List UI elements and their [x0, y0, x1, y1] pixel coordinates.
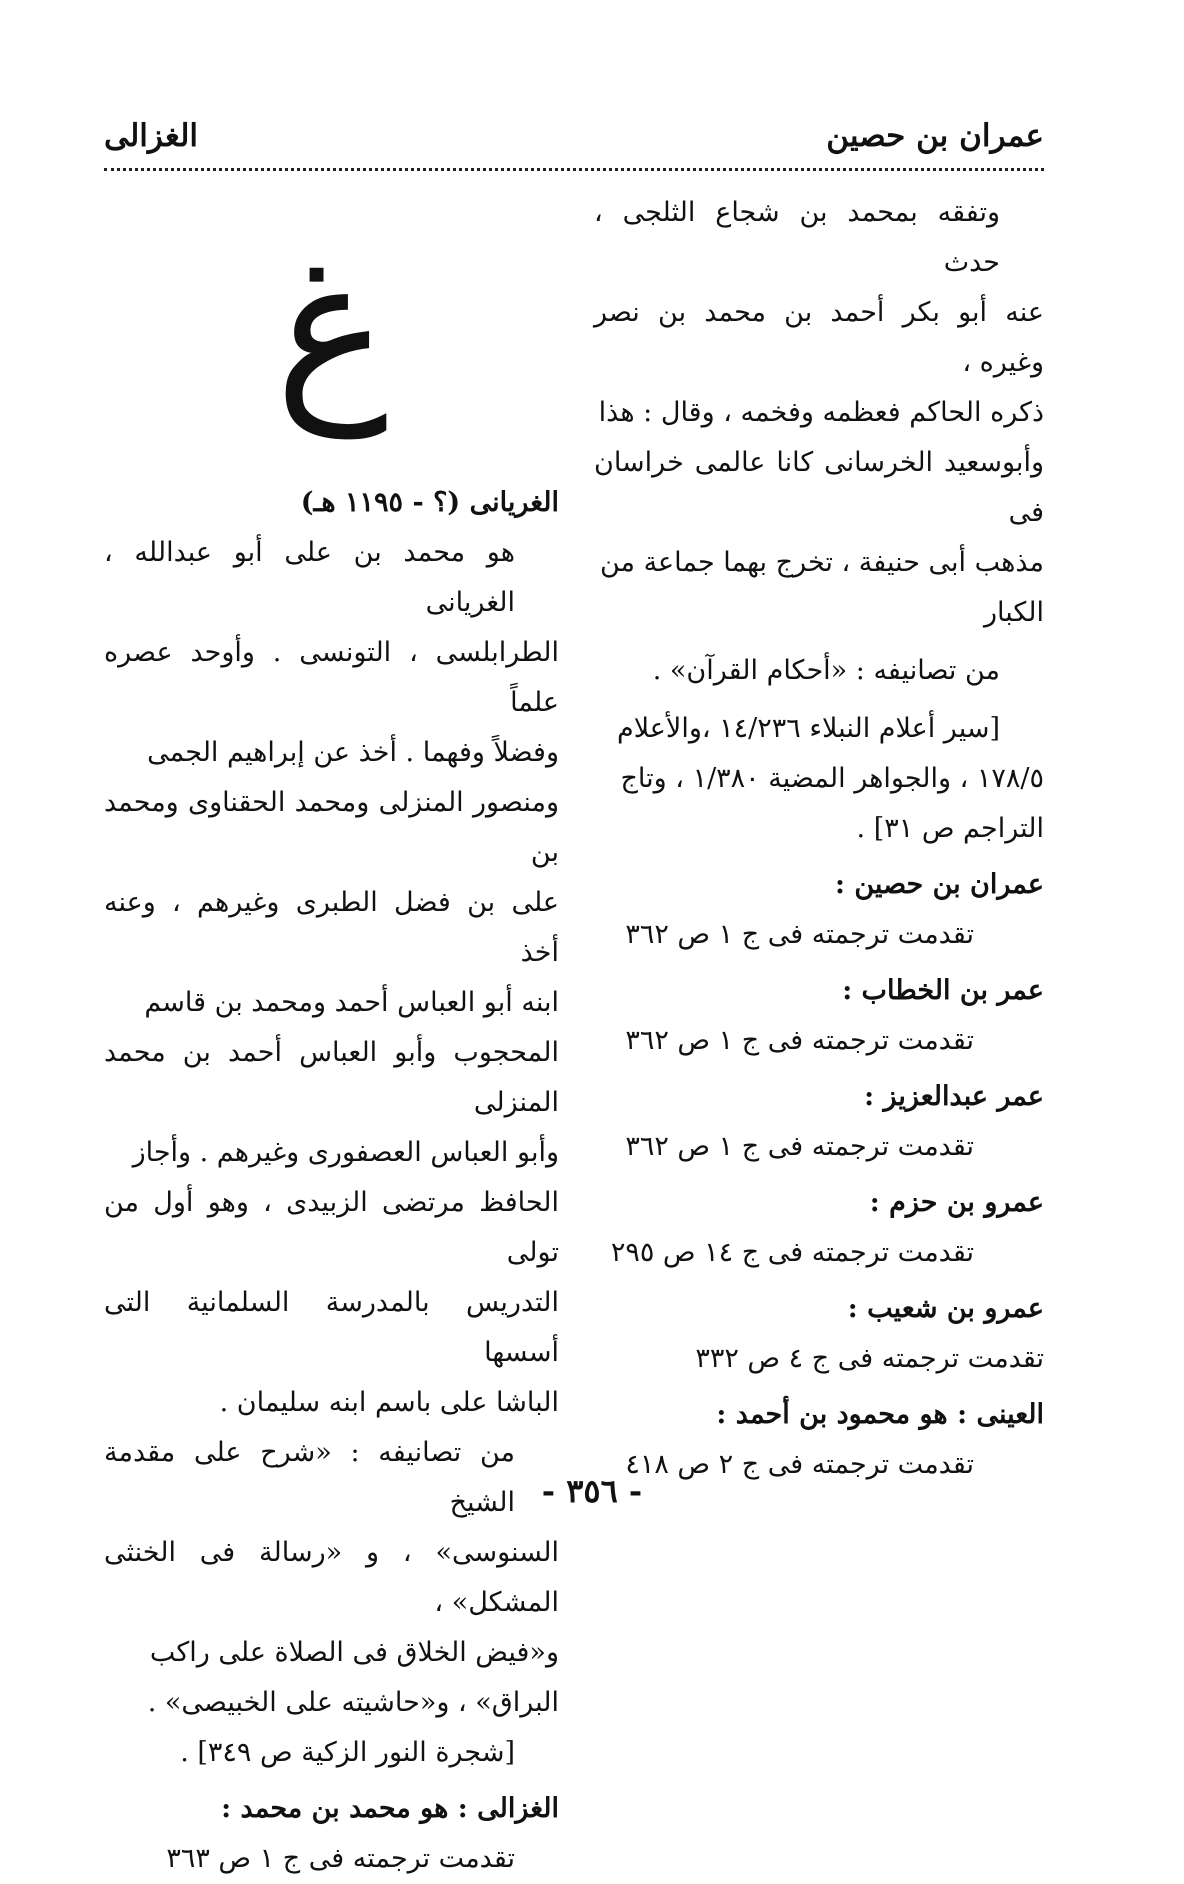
text-line: ذكره الحاكم فعظمه وفخمه ، وقال : هذا [598, 397, 1044, 428]
works-line: و«فيض الخلاق فى الصلاة على راكب [149, 1637, 559, 1668]
entry-reference: تقدمت ترجمته فى ج ١ ص ٣٦٣ [166, 1843, 515, 1874]
text-line: ومنصور المنزلى ومحمد الحقناوى ومحمد بن [104, 787, 559, 868]
text-line: وفضلاً وفهما . أخذ عن إبراهيم الجمى [147, 737, 559, 768]
page-number: - ٣٥٦ - [541, 1472, 643, 1510]
works-line: البراق» ، و«حاشيته على الخبيصى» . [147, 1687, 559, 1718]
works-line: من تصانيفه : «شرح على مقدمة الشيخ [104, 1437, 515, 1518]
text-line: الطرابلسى ، التونسى . وأوحد عصره علماً [104, 637, 559, 718]
entry-reference: تقدمت ترجمته فى ج ١٤ ص ٢٩٥ [610, 1237, 974, 1268]
right-column [594, 188, 1044, 1490]
text-line: المحجوب وأبو العباس أحمد بن محمد المنزلى [104, 1037, 559, 1118]
text-line: وأبوسعيد الخرسانى كانا عالمى خراسان فى [594, 447, 1044, 528]
text-line: هو محمد بن على أبو عبدالله ، الغريانى [104, 537, 515, 618]
works-line: من تصانيفه : «أحكام القرآن» . [652, 655, 1000, 686]
text-line: وتفقه بمحمد بن شجاع الثلجى ، حدث [594, 197, 1000, 278]
text-line: على بن فضل الطبرى وغيرهم ، وعنه أخذ [104, 887, 559, 968]
works-line: السنوسى» ، و «رسالة فى الخنثى المشكل» ، [104, 1537, 559, 1618]
entry-title: الغريانى (؟ - ١١٩٥ هـ) [300, 487, 559, 518]
text-line: الباشا على باسم ابنه سليمان . [219, 1387, 559, 1418]
left-column [104, 188, 559, 1884]
entry-reference: تقدمت ترجمته فى ج ١ ص ٣٦٢ [625, 1131, 974, 1162]
source-line: التراجم ص ٣١] . [856, 813, 1044, 844]
text-line: مذهب أبى حنيفة ، تخرج بهما جماعة من [599, 547, 1044, 578]
section-letter: غ [274, 217, 389, 438]
entry-reference: تقدمت ترجمته فى ج ١ ص ٣٦٢ [625, 919, 974, 950]
entry-reference: تقدمت ترجمته فى ج ٢ ص ٤١٨ [625, 1449, 974, 1480]
header-right-title: عمران بن حصين [826, 118, 1044, 154]
text-line: ابنه أبو العباس أحمد ومحمد بن قاسم [144, 987, 559, 1018]
entry-title: عمر عبدالعزيز : [864, 1081, 1044, 1112]
text-line: عنه أبو بكر أحمد بن محمد بن نصر وغيره ، [594, 297, 1044, 378]
entry-title: عمر بن الخطاب : [842, 975, 1044, 1006]
entry-reference: تقدمت ترجمته فى ج ١ ص ٣٦٢ [625, 1025, 974, 1056]
running-header [104, 118, 1044, 171]
entry-title: عمرو بن حزم : [869, 1187, 1044, 1218]
entry-title: عمرو بن شعيب : [847, 1293, 1044, 1324]
text-line: الكبار [983, 597, 1044, 628]
source-line: [سير أعلام النبلاء ١٤/٢٣٦ ،والأعلام [616, 713, 1000, 744]
entry-reference: تقدمت ترجمته فى ج ٤ ص ٣٣٢ [695, 1343, 1044, 1374]
entry-title: الغزالى : هو محمد بن محمد : [221, 1793, 559, 1824]
source-line: [شجرة النور الزكية ص ٣٤٩] . [180, 1737, 515, 1768]
entry-title: العينى : هو محمود بن أحمد : [716, 1399, 1044, 1430]
text-line: الحافظ مرتضى الزبيدى ، وهو أول من تولى [104, 1187, 559, 1268]
entry-title: عمران بن حصين : [835, 869, 1044, 900]
text-line: وأبو العباس العصفورى وغيرهم . وأجاز [132, 1137, 559, 1168]
text-line: التدريس بالمدرسة السلمانية التى أسسها [104, 1287, 559, 1368]
source-line: ١٧٨/٥ ، والجواهر المضية ١/٣٨٠ ، وتاج [620, 763, 1044, 794]
header-left-title: الغزالى [104, 118, 199, 154]
